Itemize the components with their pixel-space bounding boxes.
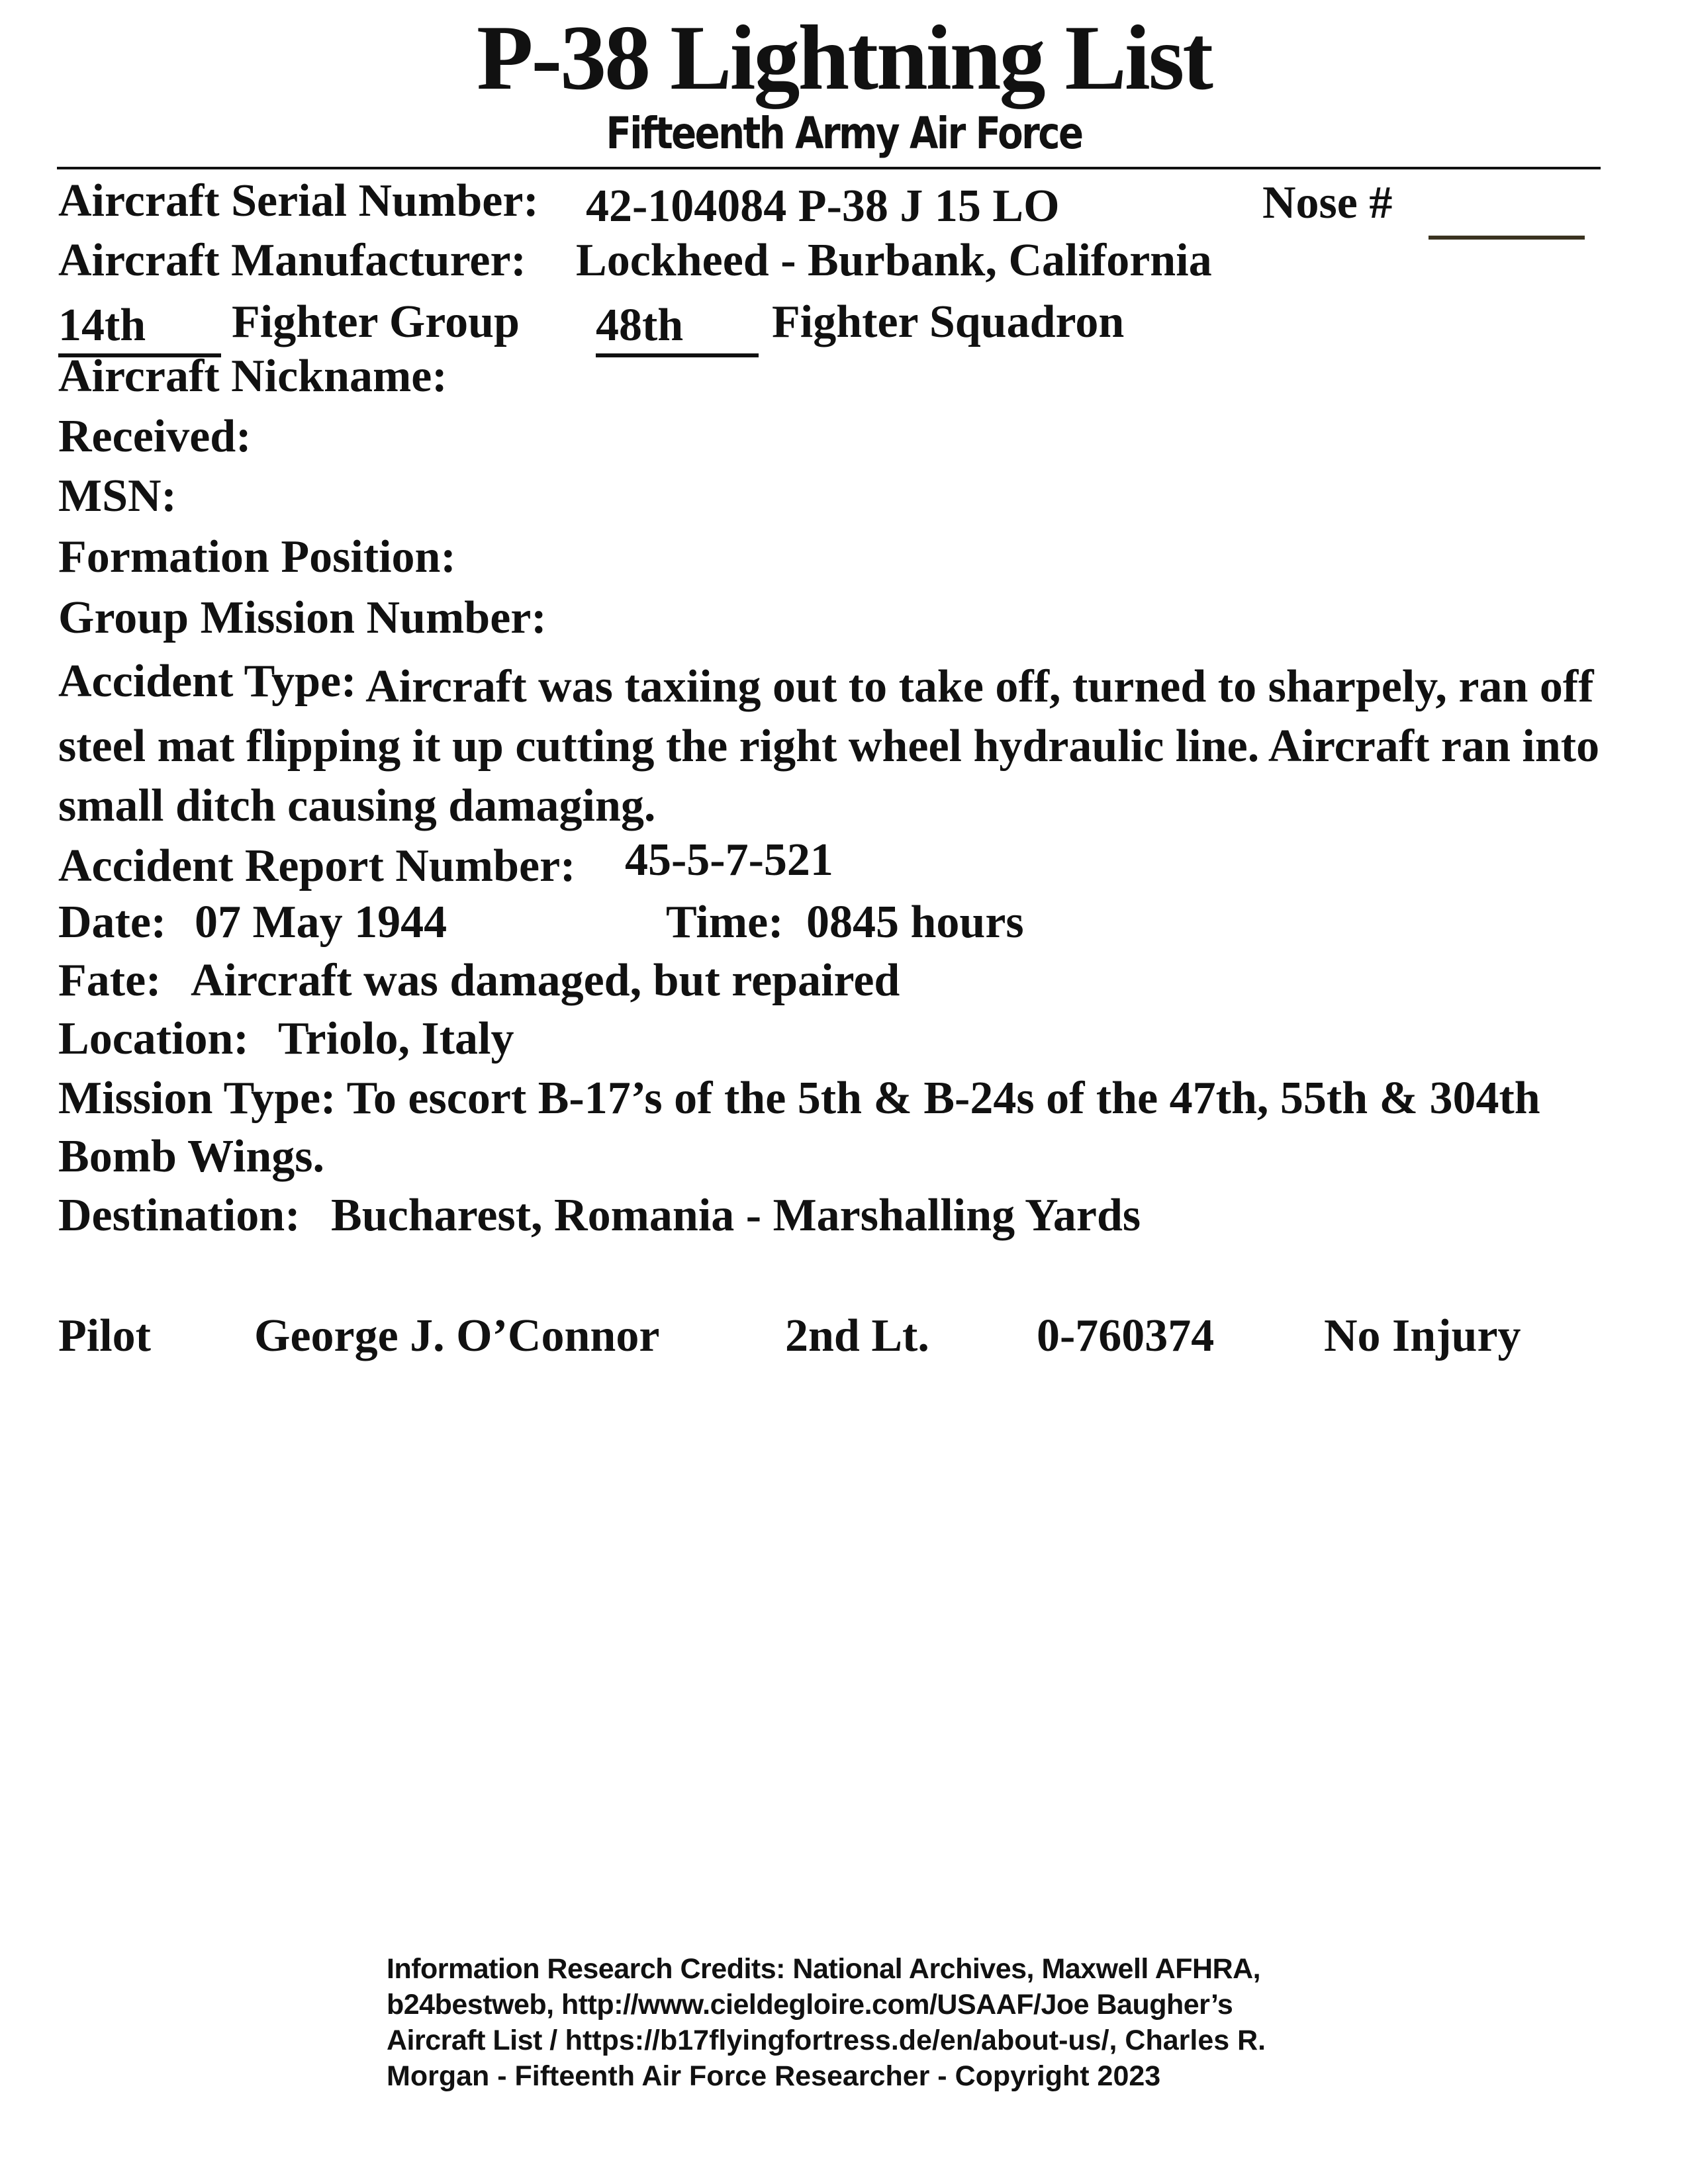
research-credits — [387, 1951, 1380, 2094]
accident-report-label: Accident Report Number: — [58, 841, 576, 891]
credits-line: Morgan - Fifteenth Air Force Researcher - Copyright 2023 — [387, 2060, 1161, 2092]
date-label: Date: — [58, 897, 167, 948]
crew-serial: 0-760374 — [1037, 1310, 1215, 1361]
manufacturer-value: Lockheed - Burbank, California — [576, 235, 1212, 286]
fate-label: Fate: — [58, 955, 162, 1006]
credits-line: Aircraft List / — [387, 2025, 557, 2056]
manufacturer-label: Aircraft Manufacturer: — [58, 235, 526, 286]
serial-number-label: Aircraft Serial Number: — [58, 175, 539, 226]
mission-type-block — [58, 1069, 1660, 1186]
header-divider — [57, 167, 1601, 169]
squadron-number-value: 48th — [596, 298, 759, 357]
crew-position: Pilot — [58, 1310, 151, 1361]
mission-type-label: Mission Type: — [58, 1073, 336, 1124]
accident-report-value: 45-5-7-521 — [625, 835, 833, 886]
location-value: Triolo, Italy — [278, 1013, 514, 1064]
fighter-squadron-label: Fighter Squadron — [772, 296, 1125, 347]
nose-number-label: Nose # — [1262, 177, 1393, 228]
time-value: 0845 hours — [806, 897, 1024, 948]
serial-number-value: 42-104084 P-38 J 15 LO — [586, 181, 1060, 232]
destination-value: Bucharest, Romania - Marshalling Yards — [331, 1190, 1141, 1241]
formation-position-label: Formation Position: — [58, 531, 456, 582]
msn-label: MSN: — [58, 471, 177, 522]
accident-type-value: Aircraft was taxiing out to take off, turned to sharpely, ran off steel mat flipping it up cutting the right wheel hydraulic line. Aircraft ran into small ditch causing damaging. — [58, 661, 1600, 831]
accident-type-label: Accident Type: — [58, 656, 357, 707]
page-title: P-38 Lightning List — [477, 7, 1211, 109]
page-subtitle: Fifteenth Army Air Force — [606, 108, 1082, 159]
crew-name: George J. O’Connor — [254, 1310, 660, 1361]
received-label: Received: — [58, 411, 252, 462]
destination-label: Destination: — [58, 1190, 301, 1241]
group-number-value: 14th — [58, 298, 221, 357]
nickname-label: Aircraft Nickname: — [58, 351, 447, 402]
location-label: Location: — [58, 1013, 249, 1064]
nose-number-blank — [1429, 180, 1585, 240]
crew-status: No Injury — [1324, 1310, 1521, 1361]
date-value: 07 May 1944 — [195, 897, 447, 948]
accident-type-block — [58, 652, 1647, 836]
credits-line: https://b17flyingfortress.de/en/about-us/, Charles R. — [557, 2025, 1266, 2056]
mission-type-value: To escort B-17’s of the 5th & B-24s of the 47th, 55th & 304th Bomb Wings. — [58, 1073, 1540, 1182]
credits-line: b24bestweb, http://www.cieldegloire.com/USAAF/Joe Baugher’s — [387, 1989, 1233, 2021]
crew-rank: 2nd Lt. — [785, 1310, 929, 1361]
time-label: Time: — [666, 897, 784, 948]
group-mission-number-label: Group Mission Number: — [58, 592, 547, 643]
fighter-group-label: Fighter Group — [232, 296, 520, 347]
fate-value: Aircraft was damaged, but repaired — [191, 955, 900, 1006]
credits-line: Information Research Credits: National Archives, Maxwell AFHRA, — [387, 1953, 1261, 1985]
